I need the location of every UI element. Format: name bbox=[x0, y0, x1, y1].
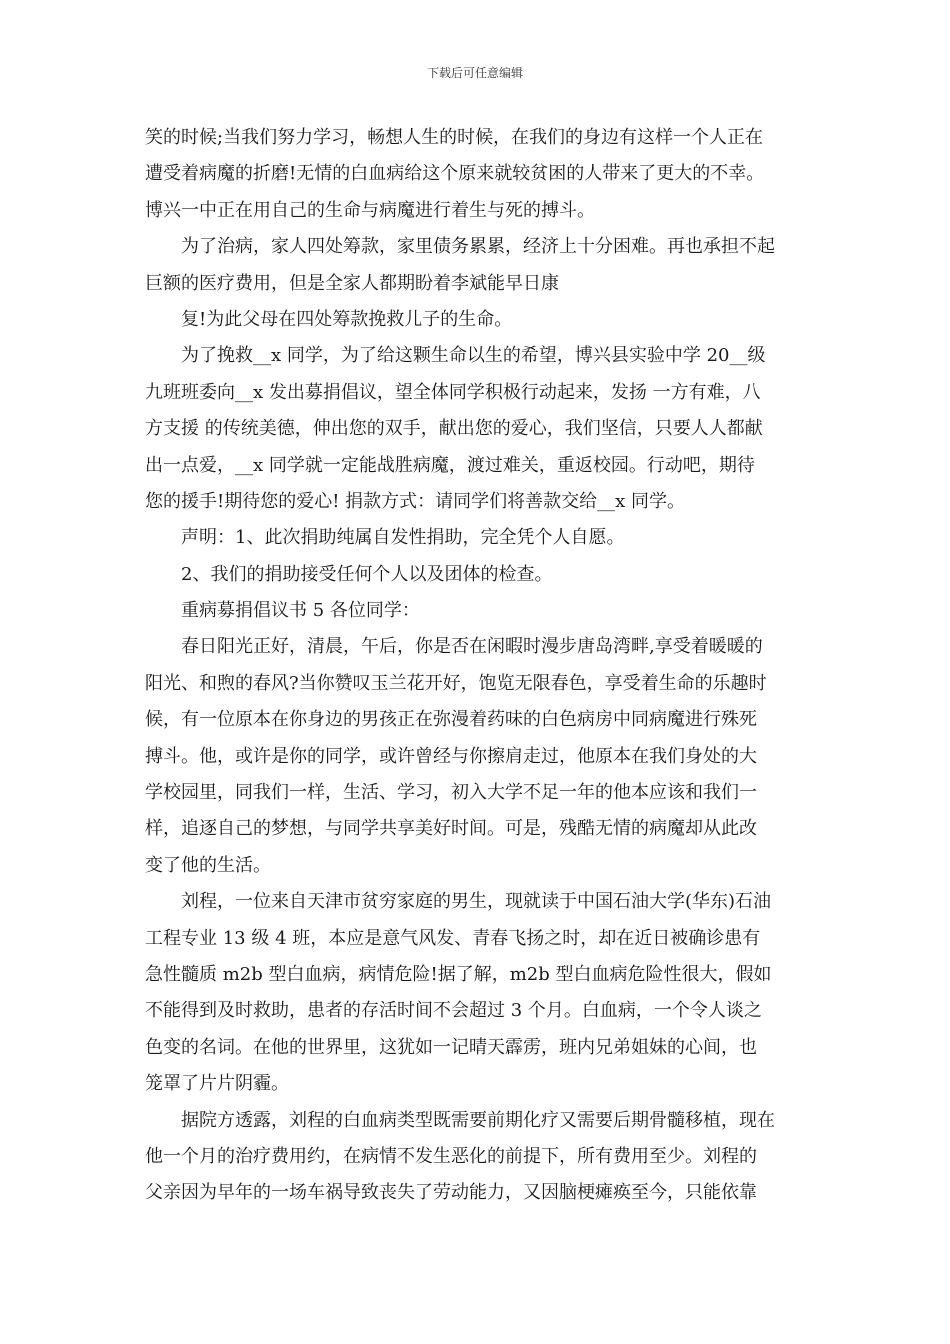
text-line: 据院方透露，刘程的白血病类型既需要前期化疗又需要后期骨髓移植，现在 bbox=[145, 1109, 775, 1131]
text-line: 色变的名词。在他的世界里，这犹如一记晴天霹雳，班内兄弟姐妹的心间，也 bbox=[145, 1036, 757, 1058]
text-line: 候，有一位原本在你身边的男孩正在弥漫着药味的白色病房中同病魔进行殊死 bbox=[145, 709, 757, 731]
text-line: 博兴一中正在用自己的生命与病魔进行着生与死的搏斗。 bbox=[145, 199, 595, 221]
document-body bbox=[145, 120, 810, 1212]
text-line: 急性髓质 m2b 型白血病，病情危险!据了解，m2b 型白血病危险性很大，假如 bbox=[145, 963, 772, 985]
text-line: 巨额的医疗费用，但是全家人都期盼着李斌能早日康 bbox=[145, 272, 559, 294]
text-line: 刘程，一位来自天津市贫穷家庭的男生，现就读于中国石油大学(华东)石油 bbox=[145, 891, 772, 913]
text-line: 父亲因为早年的一场车祸导致丧失了劳动能力，又因脑梗瘫痪至今，只能依靠 bbox=[145, 1182, 757, 1204]
text-line: 2、我们的捐助接受任何个人以及团体的检查。 bbox=[145, 563, 553, 585]
text-line: 阳光、和煦的春风?当你赞叹玉兰花开好，饱览无限春色，享受着生命的乐趣时 bbox=[145, 672, 767, 694]
text-line: 工程专业 13 级 4 班，本应是意气风发、青春飞扬之时，却在近日被确诊患有 bbox=[145, 927, 761, 949]
text-line: 方支援 的传统美德，伸出您的双手，献出您的爱心，我们坚信，只要人人都献 bbox=[145, 418, 763, 440]
text-line: 遭受着病魔的折磨!无情的白血病给这个原来就较贫困的人带来了更大的不幸。 bbox=[145, 163, 765, 185]
text-line: 您的援手!期待您的爱心! 捐款方式：请同学们将善款交给__x 同学。 bbox=[145, 490, 686, 512]
text-line: 春日阳光正好，清晨，午后，你是否在闲暇时漫步唐岛湾畔,享受着暖暖的 bbox=[145, 636, 763, 658]
text-line: 九班班委向__x 发出募捐倡议，望全体同学积极行动起来，发扬 一方有难，八 bbox=[145, 381, 761, 403]
text-line: 为了挽救__x 同学，为了给这颗生命以生的希望，博兴县实验中学 20__级 bbox=[145, 345, 766, 367]
text-line: 样，追逐自己的梦想，与同学共享美好时间。可是，残酷无情的病魔却从此改 bbox=[145, 818, 757, 840]
text-line: 笑的时候;当我们努力学习，畅想人生的时候，在我们的身边有这样一个人正在 bbox=[145, 127, 764, 148]
text-line: 学校园里，同我们一样，生活、学习，初入大学不足一年的他本应该和我们一 bbox=[145, 782, 757, 804]
text-line: 不能得到及时救助，患者的存活时间不会超过 3 个月。白血病，一个令人谈之 bbox=[145, 1000, 762, 1022]
page-header: 下载后可任意编辑 bbox=[426, 66, 523, 80]
text-line: 他一个月的治疗费用约，在病情不发生恶化的前提下，所有费用至少。刘程的 bbox=[145, 1145, 757, 1167]
text-line: 声明：1、此次捐助纯属自发性捐助，完全凭个人自愿。 bbox=[145, 527, 625, 549]
text-line: 变了他的生活。 bbox=[145, 854, 271, 876]
text-line: 搏斗。他，或许是你的同学，或许曾经与你擦肩走过，他原本在我们身处的大 bbox=[145, 745, 757, 767]
text-line: 重病募捐倡议书 5 各位同学： bbox=[145, 600, 420, 622]
text-line: 复!为此父母在四处筹款挽救儿子的生命。 bbox=[145, 308, 513, 330]
text-line: 为了治病，家人四处筹款，家里债务累累，经济上十分困难。再也承担不起 bbox=[145, 236, 775, 258]
text-line: 笼罩了片片阴霾。 bbox=[145, 1073, 289, 1095]
text-line: 出一点爱，__x 同学就一定能战胜病魔，渡过难关，重返校园。行动吧，期待 bbox=[145, 454, 755, 476]
